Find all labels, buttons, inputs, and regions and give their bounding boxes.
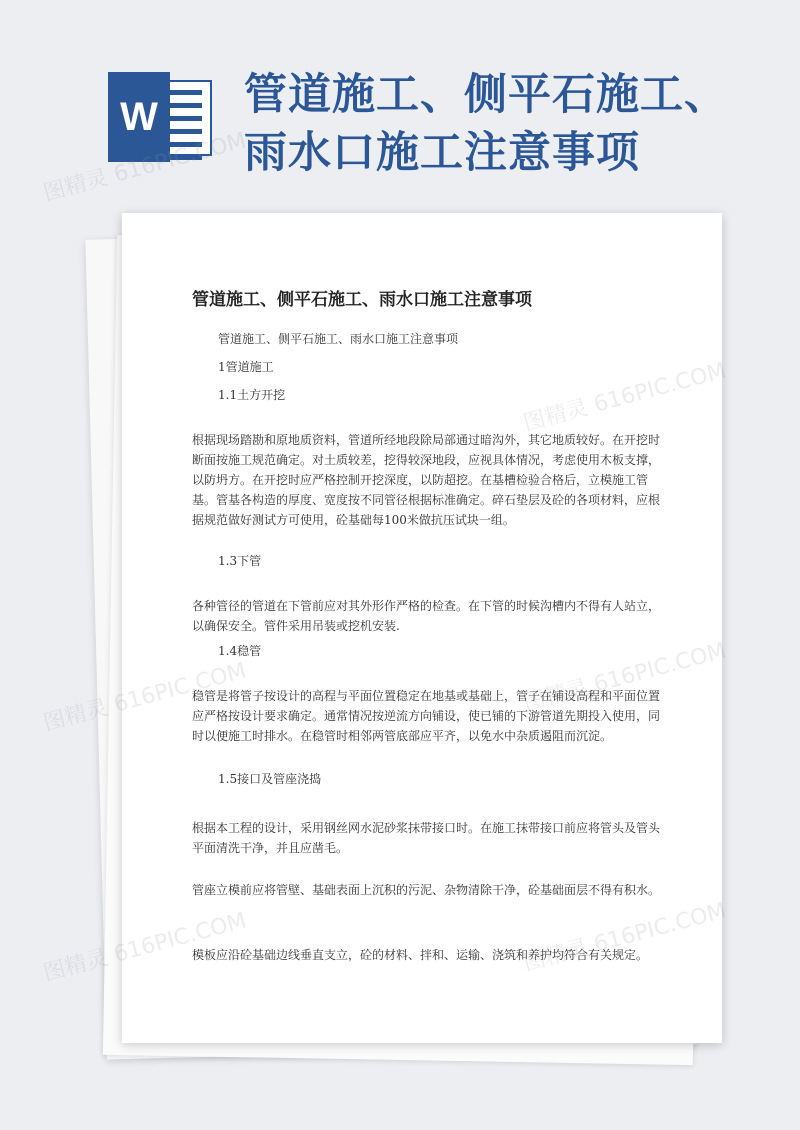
paragraph-joint: 根据本工程的设计，采用钢丝网水泥砂浆抹带接口时。在施工抹带接口前应将管头及管头平面清洗干净，并且应凿毛。 [192,821,661,855]
word-letter: W [108,72,170,162]
section-1-heading: 1管道施工 [218,360,274,374]
document-page [122,213,722,1043]
document-heading: 管道施工、侧平石施工、雨水口施工注意事项 [192,290,532,310]
word-document-icon [108,72,216,162]
paragraph-formwork: 模板应沿砼基础边线垂直支立，砼的材料、拌和、运输、浇筑和养护均符合有关规定。 [192,948,649,962]
section-1-5-heading: 1.5接口及管座浇捣 [218,772,322,786]
watermark: 图精灵 [40,695,112,737]
document-subtitle: 管道施工、侧平石施工、雨水口施工注意事项 [218,332,459,346]
section-1-3-heading: 1.3下管 [218,554,262,568]
section-1-1-heading: 1.1土方开挖 [218,388,286,402]
paragraph-pipe-stabilizing: 稳管是将管子按设计的高程与平面位置稳定在地基或基础上，管子在铺设高程和平面位置应严格按设计要求确定。通常情况按逆流方向铺设，使已铺的下游管道先期投入使用，同时以便施工时排水。在稳管时相邻两管底部应平齐，以免水中杂质遏阻而沉淀。 [192,689,661,743]
section-1-4-heading: 1.4稳管 [218,644,262,658]
watermark: 图精灵 616PIC.COM [40,128,249,207]
page-title: 管道施工、侧平石施工、雨水口施工注意事项 [244,70,728,178]
paragraph-pipe-bedding: 管座立模前应将管壁、基础表面上沉积的污泥、杂物清除干净，砼基础面层不得有积水。 [192,883,661,897]
paragraph-lowering-pipe: 各种管径的管道在下管前应对其外形作严格的检查。在下管的时候沟槽内不得有人站立，以确保安全。管件采用吊装或挖机安装. [192,599,661,633]
watermark: 图精灵 [40,945,112,987]
paragraph-excavation: 根据现场踏勘和原地质资料，管道所经地段除局部通过暗沟外，其它地质较好。在开挖时断面按施工规范确定。对土质较差，挖得较深地段，应视具体情况，考虑使用木板支撑，以防坍方。在开挖时应严格控制开挖深度，以防超挖。在基槽检验合格后，立模施工管基。管基各构造的厚度、宽度按不同管径根据标准确定。碎石垫层及砼的各项材料，应根据规范做好测试方可使用，砼基础每100米做抗压试块一组。 [192,433,661,527]
